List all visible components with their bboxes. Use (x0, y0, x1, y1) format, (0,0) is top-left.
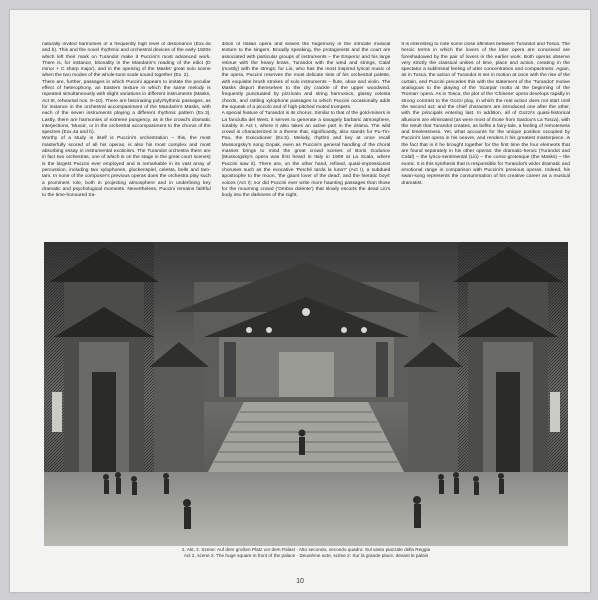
paragraph: Worthy of a study in itself is Puccini's orchestration – this, the most masterfully scored of all his operas, is also his most complex and most absorbing essay in instrumental exoticism. The Turandot orchestra there are in fact two orchestras, one of which is on the stage in the great court scenes) is the largest Puccini ever employed and is remarkable in its vast array of percussion, including two xylophones, glockenspiel, celesta, bells and tam-tam. In none of the composer's previous operas does the orchestra play such a prominent role, both in projecting atmosphere and in underlining key dramatic and psychological moments. Nevertheless, Puccini remains faithful to the time-honoured tra- (42, 136, 211, 199)
page-number: 10 (296, 578, 304, 585)
text-columns (42, 42, 570, 242)
text-column-3 (401, 42, 570, 242)
paragraph: It is interesting to note some close affinities between Turandot and Tosca. The heroic terms in which the lovers of the later opera are conceived are foreshadowed by the pair of lovers in the earlier work. Both operas observe very strictly the classical unities of time, place and action, creating in the spectator a subliminal feeling of utter concentration and compactness. Again, as in Tosca, the action of Turandot is set in motion at once with the rise of the curtain, and Puccini precedes this with the statement of the 'Turandot' motive analogous to the playing of the 'Scarpia' motto at the beginning of the 'Roman' opera. As in Tosca, the plot of the 'Chinese' opera develops rapidly in strong contrast to the Gozzi play, in which the real action does not start until the second act; and the chief characters are introduced one after the other, with the principals entering last. In addition, all of Gozzi's quasi-historical allusions are eliminated (as were most of those from Sardou's La Tosca), with the result that Turandot creates, as befits a fairy-tale, a feeling of remoteness and timelessness. Yet, what accounts for the unique position occupied by Puccini's last opera in his oeuvre, and renders it his greatest masterpiece, is the fact that in it he brought together for the first time the four elements that are found separately in his other operas: the dramatic-heroic (Turandot and Calaf) – the lyrico-sentimental (Liù) – the comic-grotesque (the Masks) – the exotic. It is this synthesis that is responsible for Turandot's wider dramatic and emotional range in comparison with Puccini's previous operas. Indeed, his swan-song represents the consummation of his creative career as a musical dramatist. (401, 42, 571, 186)
text-column-2 (222, 42, 391, 242)
caption-line: Act 2, scene 2: The huge square in front of the palace · Deuxième acte, scène 2: Sur la grande place, devant le palais (183, 553, 429, 558)
palace-square-drawing (44, 242, 568, 546)
paragraph: A special feature of Turandot is its chorus. Similar to that of the gold-miners in La fanciulla del West, it serves to generate a savagely barbaric atmosphere, notably in Act I, where it also takes an active part in the drama. The wild crowd is characterized in a theme that, significantly, also stands for Pu-Tin-Pao, the Executioner (Ex.5). Melody, rhythm and key at once recall Mussorgsky's song Gopak, even as Puccini's general handling of the choral masses brings to mind the great crowd scenes of Boris Godunov (Mussorgsky's opera was first heard in Italy in 1909 at La Scala, where Puccini saw it). There are, on the other hand, refined, quasi-impressionist choruses such as the evocative 'Perché tarda la luna?' (Act I), a subdued apostrophe to the moon, 'the gaunt lover of the dead', and the hieratic boys' voices (Act I); nor did Puccini ever write more haunting passages than those for the mourning crowd ('Ombra dolente') that slowly escorts the dead Liù's body into the darkness of the night. (221, 111, 391, 199)
caption-line: 2. Akt, 2. Szene: Auf dem großen Platz vor dem Palast · Atto secondo, secondo quadro: Sul vasto piazzale della Reggia (181, 547, 431, 552)
text-column-1 (42, 42, 211, 242)
paragraph: There are, further, passages in which Puccini appears to imitate the peculiar effect of heterophony, an Eastern texture in which the same melody is repeated simultaneously with slight variations in different instruments (Masks, Act III, rehearsal nos. 9–10). There are fascinating polyrhythmic passages, as for instance in the orchestral accompaniment of the Mandarin's Masks, with each of the seven instruments playing a different rhythmic pattern (Ex.3). Lastly, there are harmonies of extreme pungency, as in the crowd's dramatic interjections, 'Muoia', or in the orchestral accompaniment to the chorus of the spectres (Exx.4a and b). (42, 79, 211, 136)
paragraph: naturally invited harmonies of a frequently high level of dissonance (Exx.4a and b). This and the novel rhythmic and orchestral devices of the early 1920s which left their mark on Turandot make it Puccini's most advanced work. There is, for instance, bitonality in the Mandarin's reading of the edict (D minor + C sharp major), and in the opening of the Masks' great solo scene when the two modes of the whole-tone scale sound together (Ex. 2). (42, 42, 211, 79)
book-page (10, 10, 590, 592)
illustration-caption (44, 547, 568, 559)
stage-set-illustration (44, 242, 568, 546)
paragraph: dition of Italian opera and leaves the hegemony in the intricate musical texture to the singers. Broadly speaking, the protagonists and the court are associated with particular groups of instruments – the Emperor and his large retinue with the heavy brass, Turandot with the wind and strings, Calaf (mostly) with the strings; for Liù, who has the most inspired lyrical music of the opera, Puccini reserves the most delicate tints of his orchestral palette, with exquisite brush strokes of solo instruments – flute, oboe and violin. The Masks disport themselves to the dry crackle of the upper woodwind, frequently punctuated by pizzicato and string harmonics, glassy celesta chords, and rattling xylophone passages to which Puccini occasionally adds the squeak of a piccolo and of high-pitched muted trumpets. (221, 42, 391, 110)
